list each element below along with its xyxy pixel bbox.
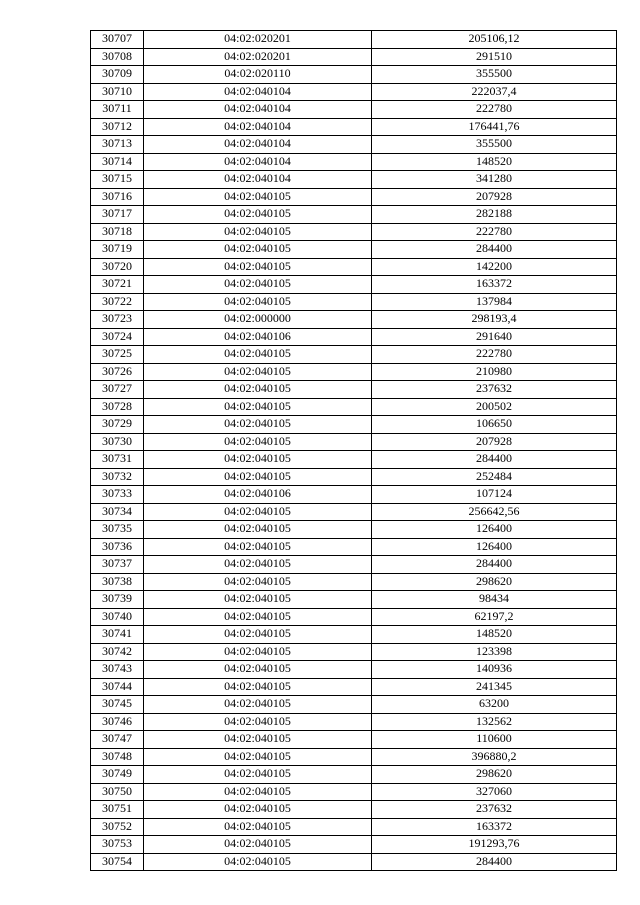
row-number-cell: 30708 — [91, 48, 144, 66]
amount-cell: 284400 — [372, 241, 617, 259]
table-row — [91, 258, 617, 276]
row-number-cell: 30724 — [91, 328, 144, 346]
amount-cell: 284400 — [372, 556, 617, 574]
code-cell: 04:02:040105 — [144, 853, 372, 871]
code-cell: 04:02:040105 — [144, 188, 372, 206]
code-cell: 04:02:000000 — [144, 311, 372, 329]
code-cell: 04:02:040105 — [144, 416, 372, 434]
row-number-cell: 30738 — [91, 573, 144, 591]
amount-cell: 396880,2 — [372, 748, 617, 766]
amount-cell: 241345 — [372, 678, 617, 696]
row-number-cell: 30740 — [91, 608, 144, 626]
amount-cell: 62197,2 — [372, 608, 617, 626]
code-cell: 04:02:040104 — [144, 136, 372, 154]
row-number-cell: 30750 — [91, 783, 144, 801]
amount-cell: 63200 — [372, 696, 617, 714]
row-number-cell: 30716 — [91, 188, 144, 206]
amount-cell: 222780 — [372, 101, 617, 119]
table-row — [91, 503, 617, 521]
row-number-cell: 30712 — [91, 118, 144, 136]
row-number-cell: 30734 — [91, 503, 144, 521]
row-number-cell: 30715 — [91, 171, 144, 189]
amount-cell: 107124 — [372, 486, 617, 504]
table-row — [91, 118, 617, 136]
table-row — [91, 626, 617, 644]
row-number-cell: 30710 — [91, 83, 144, 101]
row-number-cell: 30723 — [91, 311, 144, 329]
amount-cell: 148520 — [372, 153, 617, 171]
row-number-cell: 30721 — [91, 276, 144, 294]
amount-cell: 237632 — [372, 381, 617, 399]
code-cell: 04:02:040105 — [144, 223, 372, 241]
row-number-cell: 30736 — [91, 538, 144, 556]
amount-cell: 284400 — [372, 853, 617, 871]
amount-cell: 256642,56 — [372, 503, 617, 521]
row-number-cell: 30711 — [91, 101, 144, 119]
table-row — [91, 661, 617, 679]
row-number-cell: 30733 — [91, 486, 144, 504]
amount-cell: 327060 — [372, 783, 617, 801]
amount-cell: 106650 — [372, 416, 617, 434]
table-row — [91, 486, 617, 504]
code-cell: 04:02:040105 — [144, 241, 372, 259]
code-cell: 04:02:040104 — [144, 153, 372, 171]
amount-cell: 284400 — [372, 451, 617, 469]
row-number-cell: 30726 — [91, 363, 144, 381]
amount-cell: 222780 — [372, 223, 617, 241]
row-number-cell: 30729 — [91, 416, 144, 434]
code-cell: 04:02:040105 — [144, 591, 372, 609]
code-cell: 04:02:040104 — [144, 101, 372, 119]
amount-cell: 163372 — [372, 276, 617, 294]
table-row — [91, 573, 617, 591]
table-row — [91, 608, 617, 626]
table-row — [91, 713, 617, 731]
amount-cell: 252484 — [372, 468, 617, 486]
table-row — [91, 766, 617, 784]
table-row — [91, 381, 617, 399]
code-cell: 04:02:040105 — [144, 538, 372, 556]
row-number-cell: 30743 — [91, 661, 144, 679]
code-cell: 04:02:040105 — [144, 451, 372, 469]
row-number-cell: 30713 — [91, 136, 144, 154]
amount-cell: 207928 — [372, 433, 617, 451]
table-row — [91, 241, 617, 259]
row-number-cell: 30732 — [91, 468, 144, 486]
row-number-cell: 30742 — [91, 643, 144, 661]
amount-cell: 355500 — [372, 66, 617, 84]
table-row — [91, 188, 617, 206]
amount-cell: 205106,12 — [372, 31, 617, 49]
amount-cell: 132562 — [372, 713, 617, 731]
amount-cell: 148520 — [372, 626, 617, 644]
amount-cell: 126400 — [372, 521, 617, 539]
row-number-cell: 30725 — [91, 346, 144, 364]
amount-cell: 282188 — [372, 206, 617, 224]
code-cell: 04:02:040105 — [144, 556, 372, 574]
table-row — [91, 398, 617, 416]
table-body — [91, 31, 617, 871]
code-cell: 04:02:040106 — [144, 328, 372, 346]
amount-cell: 237632 — [372, 801, 617, 819]
code-cell: 04:02:040106 — [144, 486, 372, 504]
table-row — [91, 451, 617, 469]
amount-cell: 142200 — [372, 258, 617, 276]
table-row — [91, 468, 617, 486]
row-number-cell: 30741 — [91, 626, 144, 644]
table-row — [91, 31, 617, 49]
row-number-cell: 30730 — [91, 433, 144, 451]
code-cell: 04:02:040105 — [144, 206, 372, 224]
table-row — [91, 853, 617, 871]
row-number-cell: 30728 — [91, 398, 144, 416]
code-cell: 04:02:040105 — [144, 608, 372, 626]
row-number-cell: 30745 — [91, 696, 144, 714]
table-row — [91, 836, 617, 854]
amount-cell: 200502 — [372, 398, 617, 416]
amount-cell: 98434 — [372, 591, 617, 609]
row-number-cell: 30737 — [91, 556, 144, 574]
row-number-cell: 30748 — [91, 748, 144, 766]
code-cell: 04:02:040105 — [144, 661, 372, 679]
amount-cell: 222780 — [372, 346, 617, 364]
amount-cell: 137984 — [372, 293, 617, 311]
amount-cell: 291640 — [372, 328, 617, 346]
row-number-cell: 30746 — [91, 713, 144, 731]
code-cell: 04:02:040105 — [144, 381, 372, 399]
amount-cell: 298620 — [372, 766, 617, 784]
data-table — [90, 30, 617, 871]
amount-cell: 123398 — [372, 643, 617, 661]
table-row — [91, 363, 617, 381]
table-row — [91, 696, 617, 714]
code-cell: 04:02:040105 — [144, 258, 372, 276]
table-row — [91, 556, 617, 574]
row-number-cell: 30735 — [91, 521, 144, 539]
row-number-cell: 30720 — [91, 258, 144, 276]
row-number-cell: 30731 — [91, 451, 144, 469]
code-cell: 04:02:040105 — [144, 801, 372, 819]
row-number-cell: 30727 — [91, 381, 144, 399]
amount-cell: 355500 — [372, 136, 617, 154]
table-row — [91, 591, 617, 609]
table-row — [91, 416, 617, 434]
row-number-cell: 30717 — [91, 206, 144, 224]
code-cell: 04:02:040104 — [144, 171, 372, 189]
code-cell: 04:02:020201 — [144, 31, 372, 49]
code-cell: 04:02:040105 — [144, 503, 372, 521]
table-row — [91, 136, 617, 154]
code-cell: 04:02:040104 — [144, 118, 372, 136]
table-row — [91, 783, 617, 801]
table-row — [91, 153, 617, 171]
code-cell: 04:02:040105 — [144, 521, 372, 539]
code-cell: 04:02:040105 — [144, 276, 372, 294]
row-number-cell: 30714 — [91, 153, 144, 171]
amount-cell: 163372 — [372, 818, 617, 836]
table-row — [91, 66, 617, 84]
table-row — [91, 311, 617, 329]
row-number-cell: 30747 — [91, 731, 144, 749]
amount-cell: 222037,4 — [372, 83, 617, 101]
table-row — [91, 223, 617, 241]
table-row — [91, 48, 617, 66]
table-row — [91, 276, 617, 294]
code-cell: 04:02:040105 — [144, 626, 372, 644]
table-row — [91, 818, 617, 836]
code-cell: 04:02:040105 — [144, 643, 372, 661]
row-number-cell: 30739 — [91, 591, 144, 609]
table-row — [91, 293, 617, 311]
table-row — [91, 206, 617, 224]
amount-cell: 176441,76 — [372, 118, 617, 136]
row-number-cell: 30752 — [91, 818, 144, 836]
table-row — [91, 83, 617, 101]
code-cell: 04:02:040105 — [144, 468, 372, 486]
row-number-cell: 30749 — [91, 766, 144, 784]
row-number-cell: 30709 — [91, 66, 144, 84]
code-cell: 04:02:040105 — [144, 836, 372, 854]
code-cell: 04:02:020201 — [144, 48, 372, 66]
row-number-cell: 30744 — [91, 678, 144, 696]
table-row — [91, 101, 617, 119]
code-cell: 04:02:040105 — [144, 748, 372, 766]
amount-cell: 341280 — [372, 171, 617, 189]
amount-cell: 291510 — [372, 48, 617, 66]
code-cell: 04:02:040105 — [144, 398, 372, 416]
amount-cell: 207928 — [372, 188, 617, 206]
amount-cell: 126400 — [372, 538, 617, 556]
code-cell: 04:02:040105 — [144, 346, 372, 364]
code-cell: 04:02:040105 — [144, 731, 372, 749]
row-number-cell: 30754 — [91, 853, 144, 871]
code-cell: 04:02:040105 — [144, 293, 372, 311]
code-cell: 04:02:040105 — [144, 678, 372, 696]
row-number-cell: 30722 — [91, 293, 144, 311]
code-cell: 04:02:020110 — [144, 66, 372, 84]
row-number-cell: 30718 — [91, 223, 144, 241]
table-row — [91, 346, 617, 364]
code-cell: 04:02:040105 — [144, 783, 372, 801]
table-row — [91, 748, 617, 766]
code-cell: 04:02:040105 — [144, 573, 372, 591]
row-number-cell: 30707 — [91, 31, 144, 49]
code-cell: 04:02:040105 — [144, 696, 372, 714]
amount-cell: 298193,4 — [372, 311, 617, 329]
row-number-cell: 30753 — [91, 836, 144, 854]
row-number-cell: 30751 — [91, 801, 144, 819]
amount-cell: 191293,76 — [372, 836, 617, 854]
code-cell: 04:02:040105 — [144, 713, 372, 731]
code-cell: 04:02:040105 — [144, 766, 372, 784]
code-cell: 04:02:040105 — [144, 363, 372, 381]
table-row — [91, 731, 617, 749]
amount-cell: 210980 — [372, 363, 617, 381]
table-row — [91, 433, 617, 451]
code-cell: 04:02:040104 — [144, 83, 372, 101]
code-cell: 04:02:040105 — [144, 818, 372, 836]
row-number-cell: 30719 — [91, 241, 144, 259]
table-row — [91, 328, 617, 346]
table-row — [91, 801, 617, 819]
table-row — [91, 643, 617, 661]
amount-cell: 110600 — [372, 731, 617, 749]
amount-cell: 140936 — [372, 661, 617, 679]
table-row — [91, 171, 617, 189]
amount-cell: 298620 — [372, 573, 617, 591]
code-cell: 04:02:040105 — [144, 433, 372, 451]
table-row — [91, 521, 617, 539]
table-row — [91, 678, 617, 696]
table-row — [91, 538, 617, 556]
